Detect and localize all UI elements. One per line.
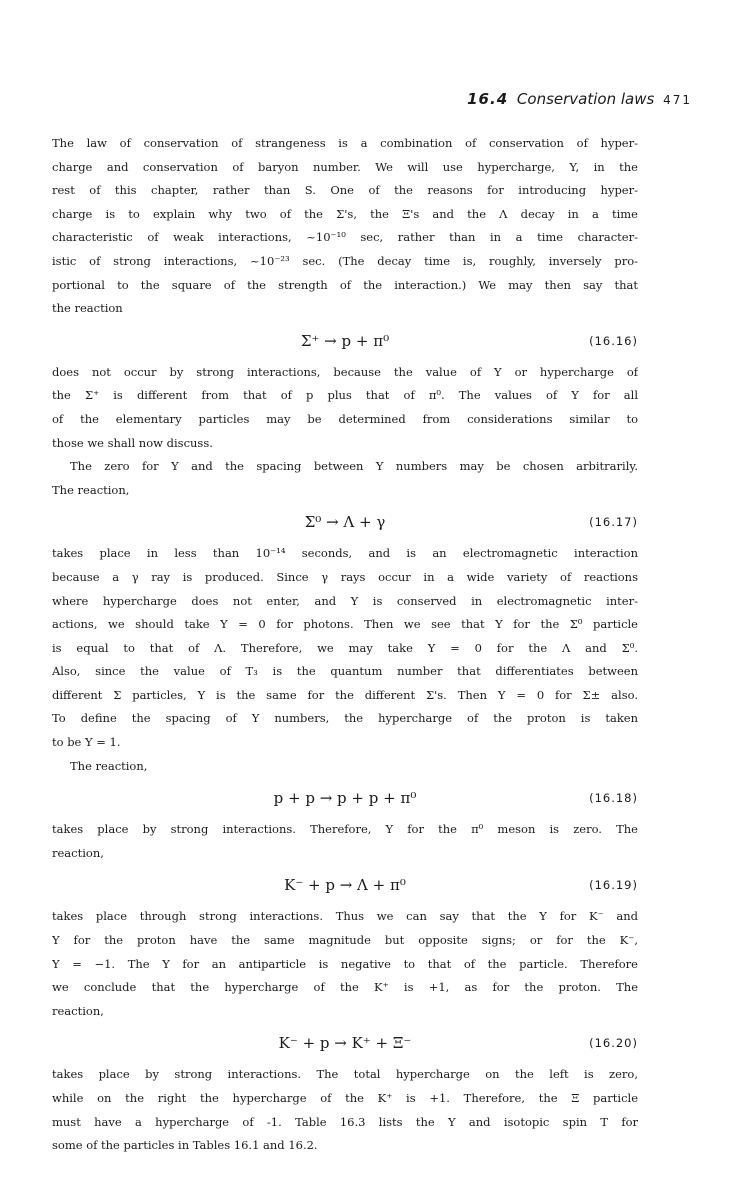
text-line: characteristic of weak interactions, ~10⁻¹⁰ sec, rather than in a time character-: [52, 230, 638, 245]
page-number: 471: [663, 93, 692, 107]
page-body: [52, 132, 638, 1158]
text-line: is equal to that of Λ. Therefore, we may take Y = 0 for the Λ and Σ⁰.: [52, 640, 638, 655]
text-line: where hypercharge does not enter, and Y is conserved in electromagnetic inter-: [52, 593, 638, 608]
text-line: the Σ⁺ is different from that of p plus that of π⁰. The values of Y for all: [52, 388, 638, 403]
text-line: to be Y = 1.: [52, 735, 121, 750]
text-line: To define the spacing of Y numbers, the hypercharge of the proton is taken: [52, 711, 638, 726]
equation-number: (16.19): [589, 878, 638, 893]
text-line: while on the right the hypercharge of the K⁺ is +1. Therefore, the Ξ particle: [52, 1091, 638, 1105]
equation-number: (16.16): [589, 333, 638, 348]
equation-expression: Σ⁺ → p + π⁰: [300, 331, 390, 350]
section-number: 16.4: [467, 90, 509, 108]
text-line: we conclude that the hypercharge of the K⁺ is +1, as for the proton. The: [52, 980, 638, 995]
text-line: portional to the square of the strength of the interaction.) We may then say that: [52, 277, 638, 292]
text-line: The law of conservation of strangeness is a combination of conservation of hyper-: [52, 136, 638, 150]
equation-expression: p + p → p + p + π⁰: [273, 789, 417, 808]
text-line: because a γ ray is produced. Since γ rays occur in a wide variety of reactions: [52, 569, 638, 584]
equation-expression: Σ⁰ → Λ + γ: [304, 513, 386, 532]
paragraph-6: [52, 1063, 638, 1157]
text-line: reaction,: [52, 845, 104, 860]
text-line: does not occur by strong interactions, because the value of Y or hypercharge of: [52, 364, 638, 379]
text-line: Also, since the value of T₃ is the quantum number that differentiates between: [52, 664, 638, 679]
text-line: takes place through strong interactions. Thus we can say that the Y for K⁻ and: [52, 909, 638, 924]
text-line: must have a hypercharge of -1. Table 16.3 lists the Y and isotopic spin T for: [52, 1114, 638, 1129]
text-line: of the elementary particles may be determined from considerations similar to: [52, 411, 638, 426]
text-line: Y for the proton have the same magnitude but opposite signs; or for the K⁻,: [52, 933, 638, 948]
section-title: Conservation laws: [516, 90, 655, 108]
paragraph-2: [52, 361, 638, 503]
text-line: The reaction,: [70, 758, 148, 773]
text-line: reaction,: [52, 1003, 104, 1018]
equation-16-19: [52, 865, 638, 905]
equation-number: (16.20): [589, 1036, 638, 1051]
text-line: those we shall now discuss.: [52, 435, 213, 450]
text-line: The zero for Y and the spacing between Y numbers may be chosen arbitrarily.: [70, 459, 638, 474]
equation-16-20: [52, 1023, 638, 1063]
equation-expression: K⁻ + p → Λ + π⁰: [284, 876, 406, 895]
text-line: actions, we should take Y = 0 for photons. Then we see that Y for the Σ⁰ particle: [52, 617, 638, 632]
equation-16-16: [52, 321, 638, 361]
text-line: takes place by strong interactions. Therefore, Y for the π⁰ meson is zero. The: [52, 822, 638, 837]
equation-16-17: [52, 502, 638, 542]
text-line: Y = −1. The Y for an antiparticle is negative to that of the particle. Therefore: [52, 956, 638, 971]
running-header: [467, 90, 692, 108]
text-line: istic of strong interactions, ~10⁻²³ sec. (The decay time is, roughly, inversely pro-: [52, 253, 638, 268]
text-line: rest of this chapter, rather than S. One of the reasons for introducing hyper-: [52, 183, 638, 198]
text-line: some of the particles in Tables 16.1 and 16.2.: [52, 1138, 318, 1153]
equation-expression: K⁻ + p → K⁺ + Ξ⁻: [278, 1034, 412, 1053]
text-line: different Σ particles, Y is the same for the different Σ's. Then Y = 0 for Σ± also.: [52, 687, 638, 702]
text-line: charge and conservation of baryon number. We will use hypercharge, Y, in the: [52, 159, 638, 174]
equation-number: (16.18): [589, 791, 638, 806]
paragraph-5: [52, 905, 638, 1023]
text-line: takes place in less than 10⁻¹⁴ seconds, and is an electromagnetic interaction: [52, 546, 638, 561]
text-line: charge is to explain why two of the Σ's, the Ξ's and the Λ decay in a time: [52, 206, 638, 221]
equation-number: (16.17): [589, 515, 638, 530]
equation-16-18: [52, 778, 638, 818]
text-line: The reaction,: [52, 482, 130, 497]
paragraph-4: [52, 818, 638, 865]
text-line: the reaction: [52, 301, 123, 316]
text-line: takes place by strong interactions. The total hypercharge on the left is zero,: [52, 1067, 638, 1082]
paragraph-1: [52, 132, 638, 321]
paragraph-3: [52, 542, 638, 778]
